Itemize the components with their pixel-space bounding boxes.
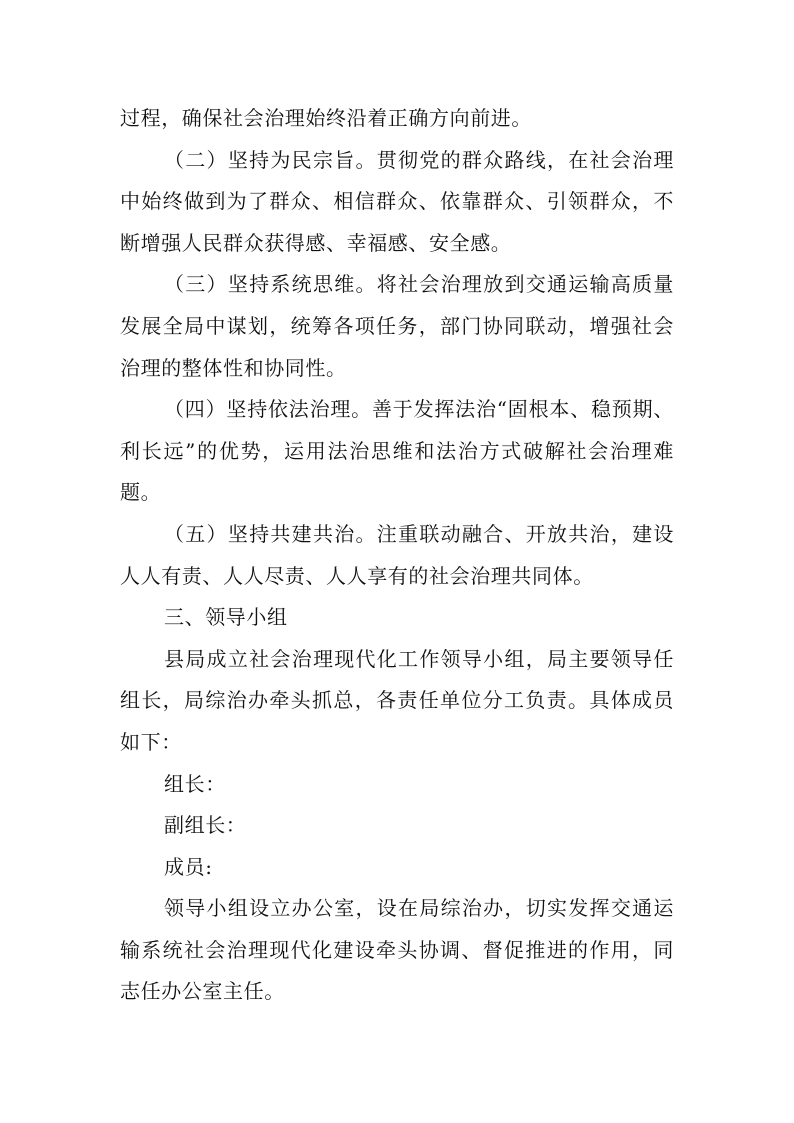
paragraph-principle-people-centered: （二）坚持为民宗旨。贯彻党的群众路线，在社会治理中始终做到为了群众、相信群众、依靠群众、引领群众，不断增强人民群众获得感、幸福感、安全感。	[120, 147, 674, 255]
field-group-leader: 组长：	[164, 771, 226, 796]
field-deputy-leader: 副组长：	[164, 813, 247, 838]
field-members: 成员:	[164, 854, 213, 879]
paragraph-office-setup: 领导小组设立办公室，设在局综治办，切实发挥交通运输系统社会治理现代化建设牵头协调、督促推进的作用，同志任办公室主任。	[120, 896, 674, 1004]
section-heading-leading-group: 三、领导小组	[164, 605, 288, 630]
paragraph-continuation: 过程，确保社会治理始终沿着正确方向前进。	[120, 106, 532, 130]
paragraph-principle-systems-thinking: （三）坚持系统思维。将社会治理放到交通运输高质量发展全局中谋划，统筹各项任务，部门协同联动，增强社会治理的整体性和协同性。	[120, 272, 674, 380]
paragraph-principle-rule-of-law: （四）坚持依法治理。善于发挥法治“固根本、稳预期、利长远”的优势，运用法治思维和法治方式破解社会治理难题。	[120, 397, 674, 505]
document-body	[120, 98, 674, 1013]
paragraph-leading-group-setup: 县局成立社会治理现代化工作领导小组，局主要领导任组长，局综治办牵头抓总，各责任单位分工负责。具体成员如下：	[120, 646, 674, 754]
paragraph-principle-co-governance: （五）坚持共建共治。注重联动融合、开放共治，建设人人有责、人人尽责、人人享有的社会治理共同体。	[120, 521, 674, 588]
